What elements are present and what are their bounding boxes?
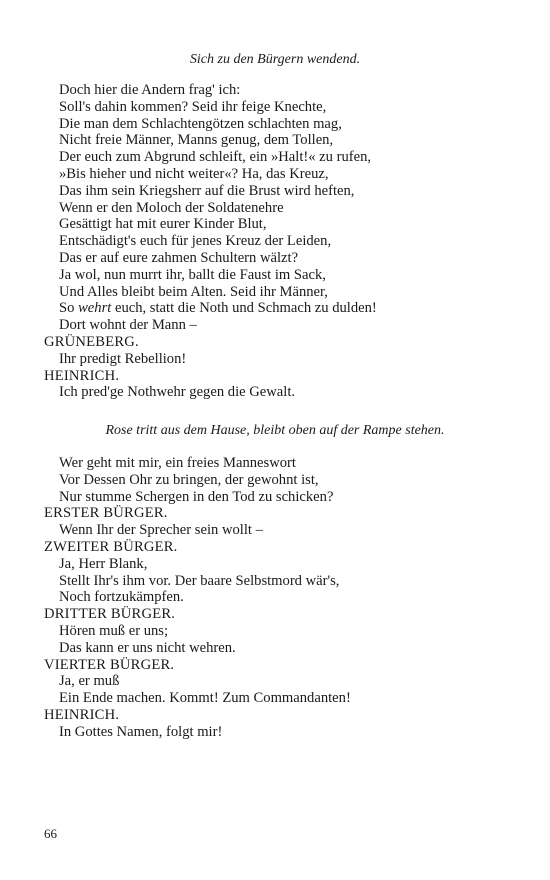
- dialogue-block: [44, 455, 351, 741]
- speaker-name: GRÜNEBERG.: [44, 333, 139, 350]
- verse-line: Wer geht mit mir, ein freies Manneswort: [59, 455, 296, 471]
- verse-line: Soll's dahin kommen? Seid ihr feige Knechte,: [59, 98, 327, 115]
- verse-line: Und Alles bleibt beim Alten. Seid ihr Männer,: [59, 283, 328, 300]
- verse-line: Ihr predigt Rebellion!: [59, 350, 187, 367]
- verse-line: Ich pred'ge Nothwehr gegen die Gewalt.: [59, 384, 296, 401]
- speaker-name: HEINRICH.: [44, 367, 120, 384]
- verse-line: Entschädigt's euch für jenes Kreuz der Leiden,: [59, 233, 332, 250]
- verse-line: Das er auf eure zahmen Schultern wälzt?: [59, 249, 299, 266]
- verse-line: Wenn er den Moloch der Soldatenehre: [59, 199, 284, 216]
- stage-direction: Rose tritt aus dem Hause, bleibt oben auf der Rampe stehen.: [105, 423, 445, 438]
- text-run: So: [59, 300, 79, 317]
- verse-line: In Gottes Namen, folgt mir!: [59, 723, 223, 740]
- speaker-name: VIERTER BÜRGER.: [44, 656, 175, 673]
- verse-line: Die man dem Schlachtengötzen schlachten mag,: [59, 115, 342, 132]
- verse-line: Vor Dessen Ohr zu bringen, der gewohnt ist,: [59, 471, 319, 488]
- emphasized-word: wehrt: [78, 300, 112, 317]
- page-number: 66: [44, 826, 57, 841]
- verse-line: Dort wohnt der Mann –: [59, 317, 197, 334]
- verse-line: Ein Ende machen. Kommt! Zum Commandanten!: [59, 690, 351, 707]
- verse-line: Stellt Ihr's ihm vor. Der baare Selbstmord wär's,: [59, 572, 340, 589]
- verse-line: Ja, er muß: [59, 673, 120, 690]
- verse-line: Nicht freie Männer, Manns genug, dem Tollen,: [59, 132, 334, 149]
- speaker-name: HEINRICH.: [44, 706, 120, 723]
- verse-line: »Bis hieher und nicht weiter«? Ha, das Kreuz,: [59, 165, 329, 182]
- verse-line: Hören muß er uns;: [59, 622, 169, 639]
- verse-line: Der euch zum Abgrund schleift, ein »Halt!« zu rufen,: [59, 149, 372, 166]
- verse-line: Noch fortzukämpfen.: [59, 589, 184, 606]
- speaker-name: DRITTER BÜRGER.: [44, 606, 176, 623]
- verse-line: Das ihm sein Kriegsherr auf die Brust wird heften,: [59, 182, 355, 199]
- verse-line: Doch hier die Andern frag' ich:: [59, 82, 241, 98]
- verse-line: Das kann er uns nicht wehren.: [59, 639, 236, 656]
- verse-line: Ja, Herr Blank,: [59, 555, 148, 572]
- verse-line: Ja wol, nun murrt ihr, ballt die Faust im Sack,: [59, 266, 326, 283]
- verse-line: Wenn Ihr der Sprecher sein wollt –: [59, 522, 263, 539]
- verse-line-emphasis: [44, 300, 377, 317]
- speaker-name: ZWEITER BÜRGER.: [44, 538, 178, 555]
- stage-direction: Sich zu den Bürgern wendend.: [189, 52, 361, 67]
- verse-line: Gesättigt hat mit eurer Kinder Blut,: [59, 216, 267, 233]
- dialogue-block: [44, 82, 377, 401]
- text-run: euch, statt die Noth und Schmach zu dulden!: [111, 300, 377, 317]
- speaker-name: ERSTER BÜRGER.: [44, 505, 168, 522]
- verse-line: Nur stumme Schergen in den Tod zu schicken?: [59, 488, 334, 505]
